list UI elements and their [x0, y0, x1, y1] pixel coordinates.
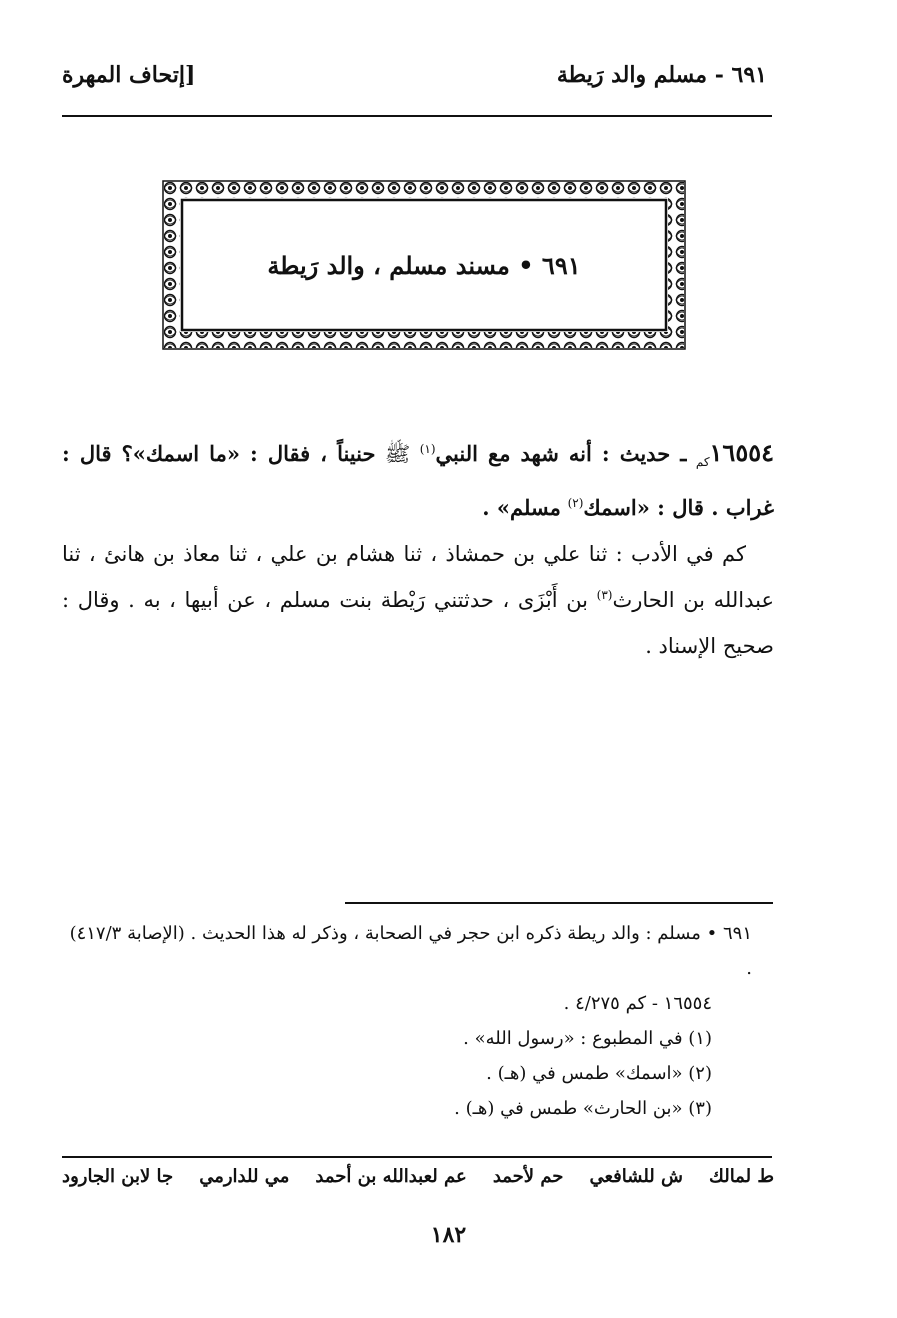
siglum-ahmad: حم لأحمد: [492, 1166, 564, 1187]
footnote-ref: ١٦٥٥٤ - كم ٤/٢٧٥ .: [563, 993, 712, 1014]
running-head-right: ٦٩١ - مسلم والد رَيطة: [556, 62, 767, 88]
hadith-text-c: مسلم» .: [482, 495, 561, 521]
siglum-shafii: ش للشافعي: [589, 1166, 683, 1187]
header-rule: [62, 115, 772, 117]
hadith-number: ١٦٥٥٤: [709, 438, 774, 467]
isnad-text-b: بن أَبْزَى ، حدثتني رَيْطة بنت مسلم ، عن أبيها ، به . وقال : صحيح الإسناد .: [62, 588, 774, 659]
siglum-malik: ط لمالك: [709, 1166, 774, 1187]
sigla-key: [62, 1166, 774, 1187]
hadith-text-b: حنيناً ، فقال : «ما اسمك»؟ قال : غراب . قال : «اسمك: [62, 441, 774, 521]
hadith-text-a: ـ حديث : أنه شهد مع النبي: [435, 441, 687, 466]
footnote-rule: [345, 902, 773, 904]
footnote-3: (٣) «بن الحارث» طمس في (هـ) .: [454, 1098, 712, 1119]
footnote-main: ٦٩١ • مسلم : والد ريطة ذكره ابن حجر في الصحابة ، وذكر له هذا الحديث . (الإصابة ٤١٧/٣) .: [69, 923, 752, 979]
sigla-rule: [62, 1156, 772, 1158]
running-head-left: [إتحاف المهرة: [62, 62, 196, 88]
footnote-2: (٢) «اسمك» طمس في (هـ) .: [486, 1063, 712, 1084]
footnote-ref-2: (٢): [567, 496, 584, 511]
footnotes: [62, 916, 752, 1126]
siglum-jarud: جا لابن الجارود: [62, 1166, 174, 1187]
section-title: ٦٩١ • مسند مسلم ، والد رَيطة: [267, 250, 581, 280]
isnad-paragraph: [62, 531, 774, 669]
hadith-paragraph: [62, 430, 774, 531]
footnote-1: (١) في المطبوع : «رسول الله» .: [463, 1028, 712, 1049]
page-number: ١٨٢: [430, 1222, 467, 1248]
salutation-glyph: ﷺ: [384, 442, 411, 466]
siglum-darimi: مي للدارمي: [199, 1166, 290, 1187]
footnote-ref-1: (١): [419, 442, 436, 456]
siglum-abdullah: عم لعبدالله بن أحمد: [315, 1166, 467, 1187]
hadith-body: [62, 430, 774, 669]
title-frame: [162, 180, 686, 350]
footnote-ref-3: (٣): [596, 588, 613, 603]
hadith-siglum: كم: [695, 455, 710, 470]
isnad-text-a: كم في الأدب : ثنا علي بن حمشاذ ، ثنا هشام بن علي ، ثنا معاذ بن هانئ ، ثنا عبدالله بن الحارث: [62, 542, 774, 613]
